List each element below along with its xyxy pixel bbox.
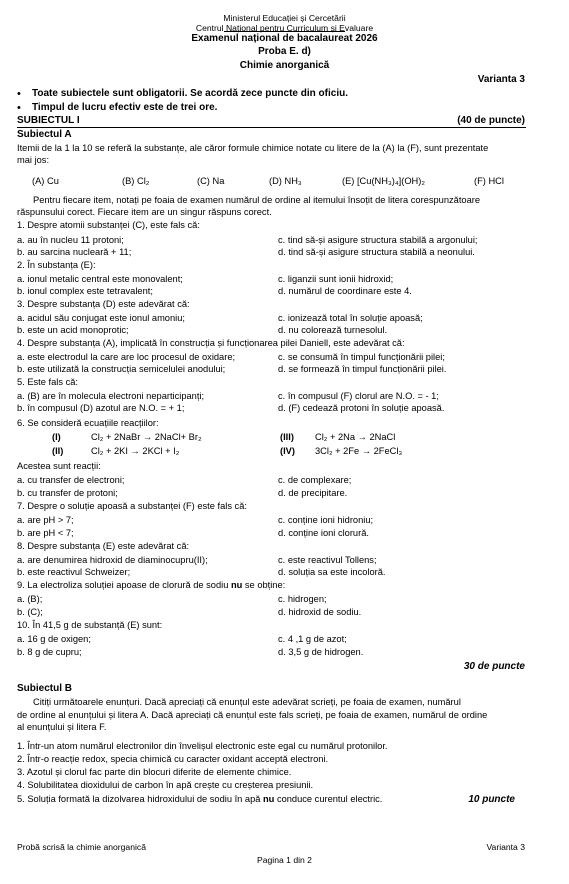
subject-title: Chimie anorganică <box>239 60 330 71</box>
subject-a-intro-1: Itemii de la 1 la 10 se referă la substanțe, ale căror formule chimice notate cu litere de la (A) la (F), sunt prezentate <box>17 143 489 153</box>
item-8-option-b: b. este reactivul Schweizer; <box>17 567 131 577</box>
reaction-label-2: (II) <box>52 446 64 456</box>
item-7-option-a: a. are pH > 7; <box>17 515 74 525</box>
item-5-option-b: b. în compusul (D) azotul are N.O. = + 1; <box>17 403 185 413</box>
proba-title: Proba E. d) <box>258 46 311 57</box>
item-1-option-a: a. au în nucleu 11 protoni; <box>17 235 124 245</box>
subject-b-title: Subiectul B <box>17 683 73 694</box>
reaction-label-3: (III) <box>280 432 294 442</box>
item-3-option-b: b. este un acid monoprotic; <box>17 325 129 335</box>
item-4-option-b: b. este utilizată la construcția semicelulei anodului; <box>17 364 226 374</box>
item-2-question: 2. În substanța (E): <box>17 260 96 270</box>
subject-b-instruction-1: Citiți următoarele enunțuri. Dacă apreciați că enunțul este adevărat scrieți, pe foaia de examen, numărul <box>33 697 461 707</box>
item-4-option-d: d. se formează în timpul funcționării pilei. <box>278 364 447 374</box>
subject-b-instruction-2: de ordine al enunțului și litera A. Dacă apreciați că enunțul este fals scrieți, pe foaia de examen, numărul de ordine <box>17 710 488 720</box>
item-3-option-a: a. acidul său conjugat este ionul amoniu; <box>17 313 185 323</box>
item-5-question: 5. Este fals că: <box>17 377 78 387</box>
section-divider <box>17 127 526 128</box>
item-5-option-a: a. (B) are în molecula electroni neparticipanți; <box>17 391 205 401</box>
item-3-option-d: d. nu colorează turnesolul. <box>278 325 388 335</box>
reaction-label-1: (I) <box>52 432 61 442</box>
item-8-option-c: c. este reactivul Tollens; <box>278 555 377 565</box>
subject-a-instruction-1: Pentru fiecare item, notați pe foaia de examen numărul de ordine al itemului însoțit de litera corespunzătoare <box>33 195 481 205</box>
subject-a-intro-2: mai jos: <box>17 155 50 165</box>
item-7-option-b: b. are pH < 7; <box>17 528 74 538</box>
item-7-question: 7. Despre o soluție apoasă a substanței (F) este fals că: <box>17 501 247 511</box>
statement-1: 1. Într-un atom numărul electronilor din învelișul electronic este egal cu numărul protonilor. <box>17 741 388 751</box>
item-2-option-b: b. ionul complex este tetravalent; <box>17 286 153 296</box>
subject-a-points: 30 de puncte <box>463 661 525 672</box>
item-10-option-c: c. 4 ,1 g de azot; <box>278 634 347 644</box>
bullet-icon: • <box>17 88 21 100</box>
item-6-option-a: a. cu transfer de electroni; <box>17 475 125 485</box>
ministry-line: Ministerul Educației și Cercetării <box>223 13 346 23</box>
substance-c: (C) Na <box>197 176 225 186</box>
variant-label: Varianta 3 <box>477 74 525 85</box>
item-10-option-b: b. 8 g de cupru; <box>17 647 82 657</box>
item-6-question: 6. Se consideră ecuațiile reacțiilor: <box>17 418 159 428</box>
bullet-icon: • <box>17 102 21 114</box>
item-8-option-a: a. are denumirea hidroxid de diaminocupru(II); <box>17 555 208 565</box>
statement-2: 2. Într-o reacție redox, specia chimică cu caracter oxidant acceptă electroni. <box>17 754 329 764</box>
item-6-option-d: d. de precipitare. <box>278 488 348 498</box>
item-9-question: 9. La electroliza soluției apoase de clorură de sodiu nu se obține: <box>17 580 286 590</box>
subject-b-points: 10 puncte <box>468 794 515 805</box>
item-8-option-d: d. soluția sa este incoloră. <box>278 567 386 577</box>
statement-3: 3. Azotul și clorul fac parte din blocuri diferite de elemente chimice. <box>17 767 292 777</box>
reaction-equation-1: Cl₂ + 2NaBr → 2NaCl+ Br₂ <box>91 432 202 442</box>
item-6-lead: Acestea sunt reacții: <box>17 461 101 471</box>
page-number: Pagina 1 din 2 <box>257 855 312 865</box>
item-4-option-a: a. este electrodul la care are loc procesul de oxidare; <box>17 352 236 362</box>
footer-left: Probă scrisă la chimie anorganică <box>17 842 146 852</box>
subject-b-instruction-3: al enunțului și litera F. <box>17 722 107 732</box>
rule-2: Timpul de lucru efectiv este de trei ore. <box>32 102 218 113</box>
item-1-option-d: d. tind să-și asigure structura stabilă a neonului. <box>278 247 475 257</box>
rule-1: Toate subiectele sunt obligatorii. Se acordă zece puncte din oficiu. <box>32 88 348 99</box>
item-6-option-b: b. cu transfer de protoni; <box>17 488 118 498</box>
reaction-equation-3: Cl₂ + 2Na → 2NaCl <box>315 432 396 442</box>
substance-f: (F) HCl <box>474 176 504 186</box>
item-1-option-c: c. tind să-și asigure structura stabilă a argonului; <box>278 235 478 245</box>
header-rule <box>224 31 345 32</box>
item-6-option-c: c. de complexare; <box>278 475 352 485</box>
item-4-option-c: c. se consumă în timpul funcționării pilei; <box>278 352 445 362</box>
item-7-option-c: c. conține ioni hidroniu; <box>278 515 374 525</box>
substance-d: (D) NH₃ <box>269 176 302 186</box>
item-10-option-a: a. 16 g de oxigen; <box>17 634 91 644</box>
substance-b: (B) Cl₂ <box>122 176 150 186</box>
statement-4: 4. Solubilitatea dioxidului de carbon în apă crește cu creșterea presiunii. <box>17 780 314 790</box>
item-5-option-c: c. în compusul (F) clorul are N.O. = - 1; <box>278 391 439 401</box>
item-10-question: 10. În 41,5 g de substanță (E) sunt: <box>17 620 163 630</box>
item-9-option-a: a. (B); <box>17 594 43 604</box>
item-1-option-b: b. au sarcina nucleară + 11; <box>17 247 132 257</box>
item-8-question: 8. Despre substanța (E) este adevărat că: <box>17 541 190 551</box>
item-9-option-b: b. (C); <box>17 607 43 617</box>
item-10-option-d: d. 3,5 g de hidrogen. <box>278 647 364 657</box>
exam-title: Examenul național de bacalaureat 2026 <box>191 33 378 44</box>
item-5-option-d: d. (F) cedează protoni în soluție apoasă. <box>278 403 445 413</box>
reaction-equation-2: Cl₂ + 2KI → 2KCl + I₂ <box>91 446 180 456</box>
item-3-question: 3. Despre substanța (D) este adevărat că: <box>17 299 190 309</box>
section-1-points: (40 de puncte) <box>457 115 525 126</box>
item-2-option-d: d. numărul de coordinare este 4. <box>278 286 412 296</box>
reaction-label-4: (IV) <box>280 446 295 456</box>
item-1-question: 1. Despre atomii substanței (C), este fals că: <box>17 220 200 230</box>
reaction-equation-4: 3Cl₂ + 2Fe → 2FeCl₃ <box>315 446 403 456</box>
subject-a-instruction-2: răspunsului corect. Fiecare item are un singur răspuns corect. <box>17 207 272 217</box>
item-7-option-d: d. conține ioni clorură. <box>278 528 369 538</box>
subject-a-title: Subiectul A <box>17 129 72 140</box>
item-2-option-c: c. liganzii sunt ionii hidroxid; <box>278 274 394 284</box>
item-4-question: 4. Despre substanța (A), implicată în construcția și funcționarea pilei Daniell, este adevărat că: <box>17 338 405 348</box>
substance-a: (A) Cu <box>32 176 59 186</box>
section-1-title: SUBIECTUL I <box>17 115 80 126</box>
statement-5: 5. Soluția formată la dizolvarea hidroxidului de sodiu în apă nu conduce curentul electric. <box>17 794 383 804</box>
substance-e: (E) [Cu(NH₃)₄](OH)₂ <box>342 176 425 186</box>
item-9-option-d: d. hidroxid de sodiu. <box>278 607 362 617</box>
center-line: Centrul Național pentru Curriculum și Evaluare <box>195 23 374 33</box>
item-9-option-c: c. hidrogen; <box>278 594 327 604</box>
footer-right: Varianta 3 <box>486 842 525 852</box>
item-3-option-c: c. ionizează total în soluție apoasă; <box>278 313 423 323</box>
item-2-option-a: a. ionul metalic central este monovalent; <box>17 274 183 284</box>
